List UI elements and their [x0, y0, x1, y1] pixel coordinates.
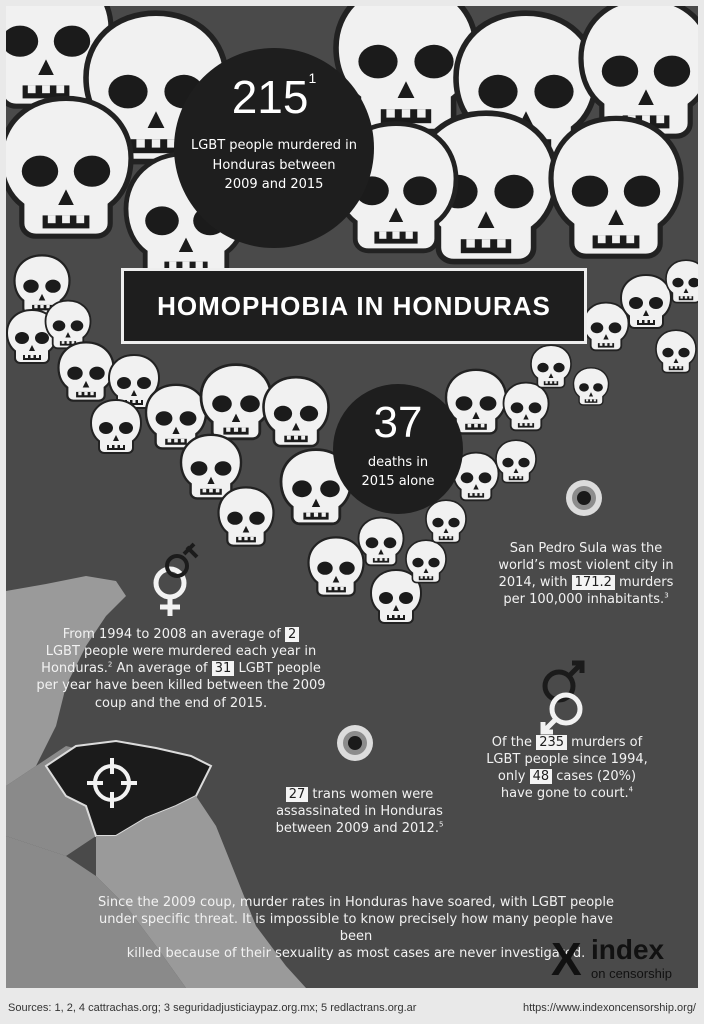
footnote-5: 5	[438, 820, 444, 829]
stat-215-caption: LGBT people murdered in Honduras between 2009 and 2015	[190, 138, 358, 192]
footnote-4: 4	[628, 786, 634, 795]
female-female-symbol-icon	[156, 544, 197, 616]
highlight-value: 31	[212, 661, 235, 676]
website-link[interactable]: https://www.indexoncensorship.org/	[522, 1002, 696, 1014]
stat-215-circle	[174, 48, 374, 248]
bullet-hole-icon	[337, 725, 373, 761]
stat-37-circle	[333, 384, 463, 514]
stat-37-number: 37	[373, 398, 423, 447]
footnote-2: 2	[107, 660, 113, 669]
logo-tagline: on censorship	[591, 966, 672, 981]
male-male-symbol-icon	[543, 663, 582, 732]
court-text: Of the 235 murders of LGBT people since 1994, only 48 cases (20%) have gone to court.$^4$	[486, 735, 648, 802]
san-pedro-text: San Pedro Sula was the world’s most violent city in 2014, with 171.2 murders per 100,000 inhabitants.$^3$	[498, 541, 674, 608]
stat-37-caption: deaths in 2015 alone	[361, 455, 435, 489]
logo-name: index	[591, 934, 665, 965]
average-text: From 1994 to 2008 an average of 2 LGBT people were murdered each year in Honduras.$^2$ An average of 31 LGBT people per year have been killed between the 2009 coup and the end of 2015.	[36, 627, 326, 711]
infographic-panel	[6, 6, 698, 988]
highlight-value: 171.2	[572, 575, 615, 590]
bullet-hole-icon	[566, 480, 602, 516]
footer	[0, 992, 704, 1024]
highlight-value: 235	[536, 735, 567, 750]
highlight-value: 27	[286, 787, 309, 802]
summary-text: Since the 2009 coup, murder rates in Honduras have soared, with LGBT people under specific threat. It is impossible to know precisely how many people have been killed because of their sexuality as most cases are never investigated.	[97, 895, 615, 962]
footnote-3: 3	[664, 592, 669, 601]
highlight-value: 48	[530, 769, 553, 784]
footnote-1: 1	[308, 70, 317, 86]
highlight-value: 2	[285, 627, 299, 642]
page-title: HOMOPHOBIA IN HONDURAS	[121, 268, 587, 344]
stat-215-number: $215^1$	[231, 70, 317, 123]
logo-mark: X	[551, 933, 582, 985]
trans-text: 27 trans women were assassinated in Honduras between 2009 and 2012.$^5$	[275, 787, 444, 837]
sources-text: Sources: 1, 2, 4 cattrachas.org; 3 seguridadjusticiaypaz.org.mx; 5 redlactrans.org.ar	[8, 1002, 417, 1014]
index-logo	[551, 933, 691, 985]
